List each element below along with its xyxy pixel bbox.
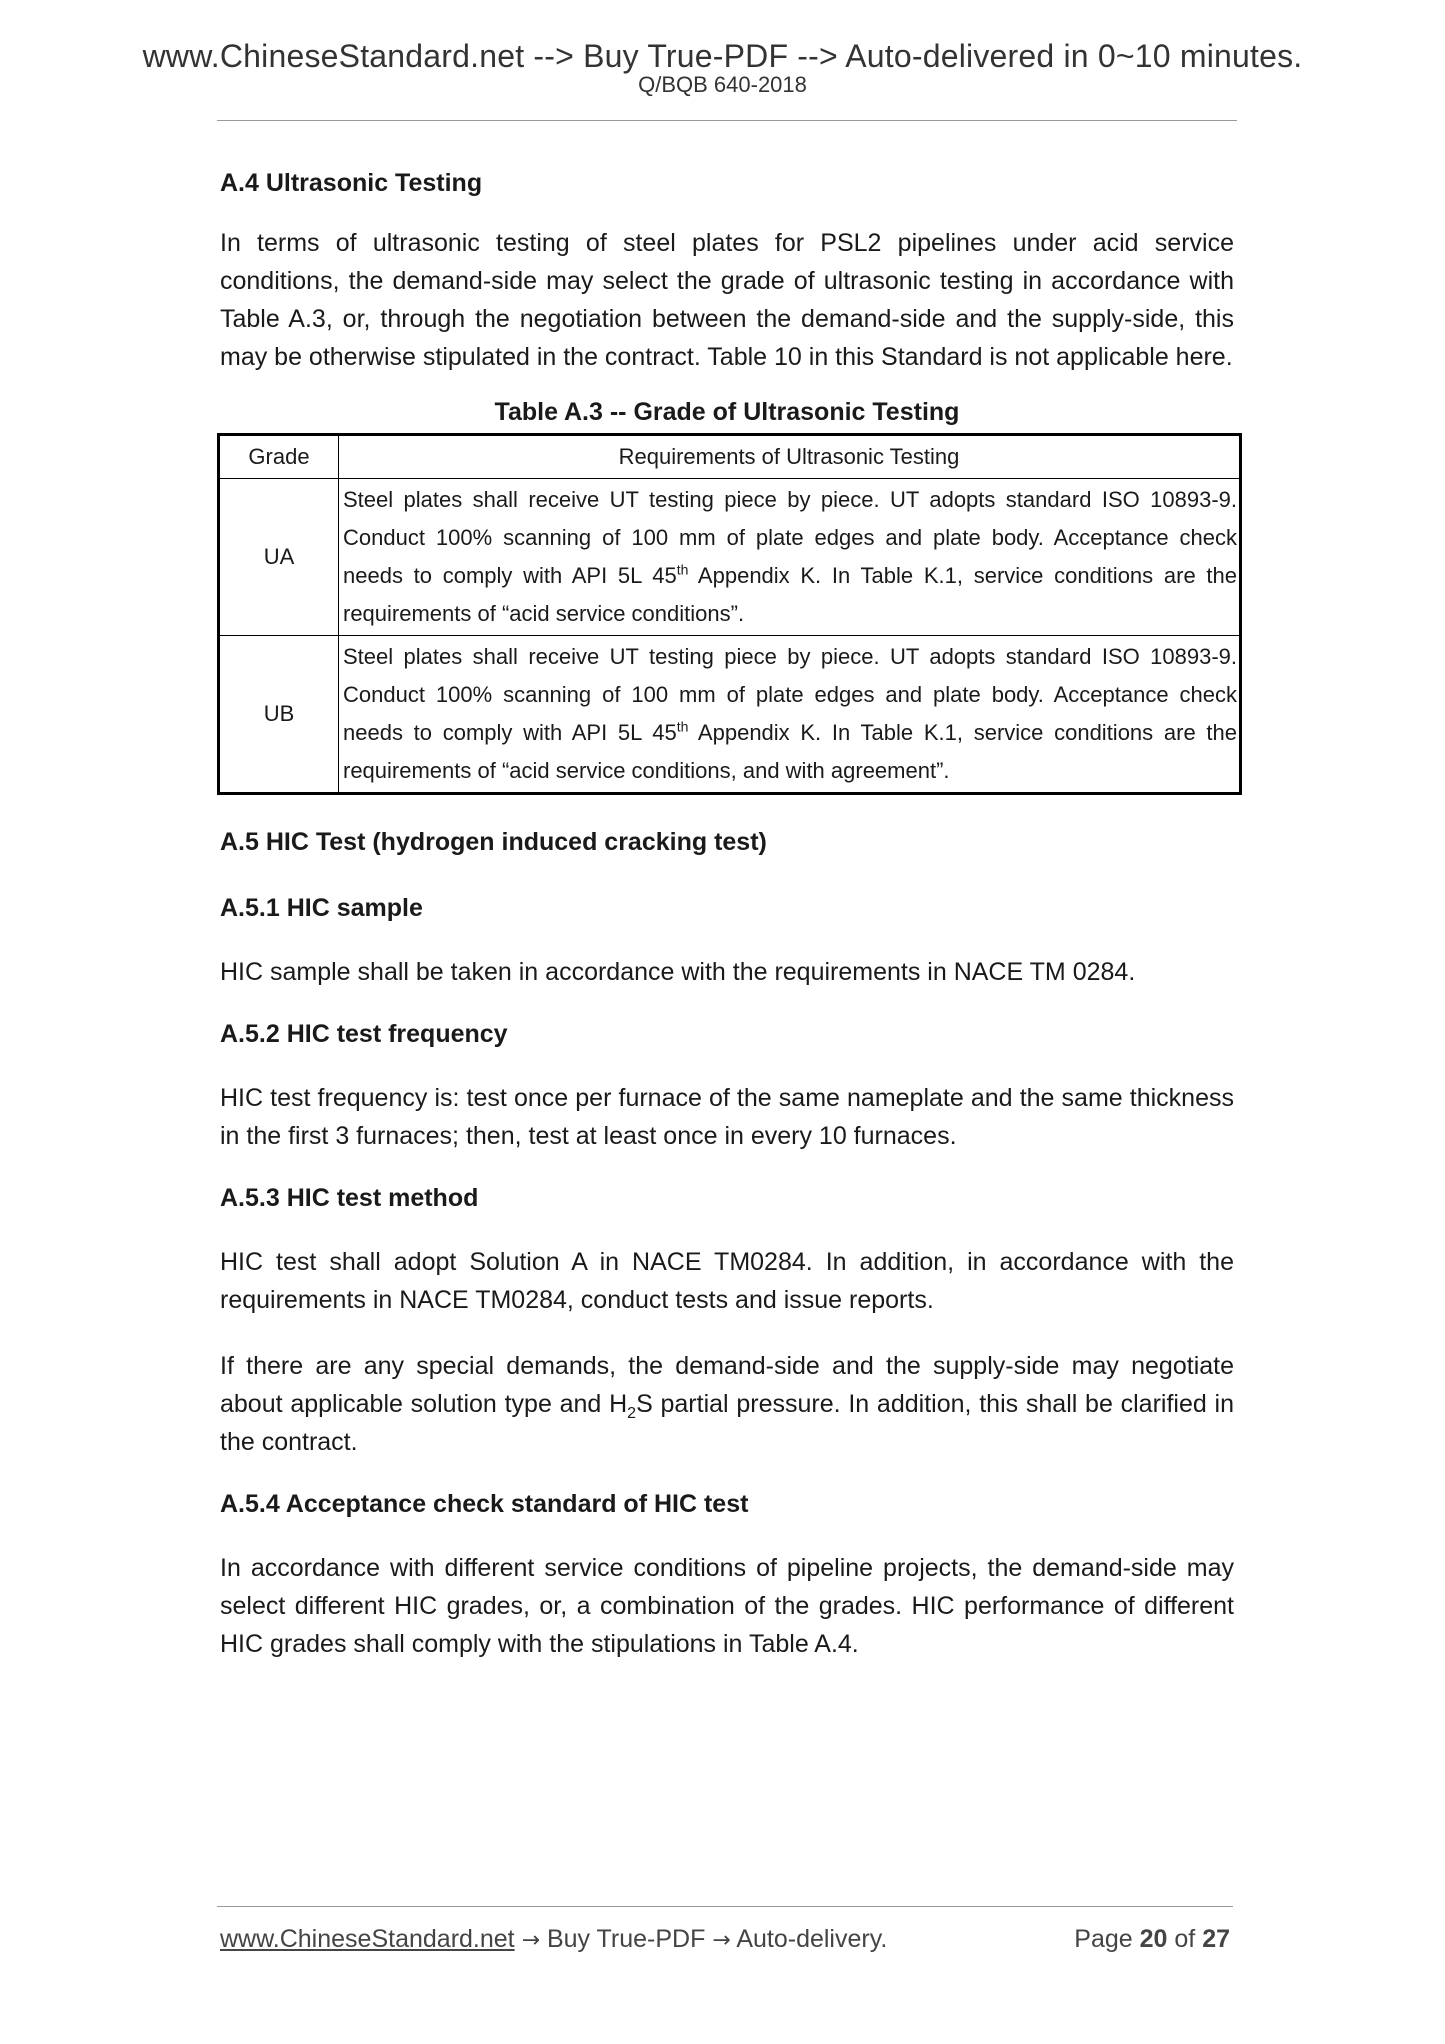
section-a53-heading: A.5.3 HIC test method bbox=[220, 1184, 479, 1212]
column-header-grade: Grade bbox=[219, 435, 339, 479]
section-a53-paragraph: HIC test shall adopt Solution A in NACE TM0284. In addition, in accordance with the requirements in NACE TM0284, conduct tests and issue reports. bbox=[220, 1248, 1234, 1314]
right-arrow-icon: → bbox=[712, 1928, 731, 1953]
footer-divider bbox=[217, 1906, 1233, 1907]
section-a5-heading: A.5 HIC Test (hydrogen induced cracking test) bbox=[220, 828, 767, 856]
table-a3-caption: Table A.3 -- Grade of Ultrasonic Testing bbox=[494, 398, 960, 426]
page-footer bbox=[220, 1925, 1234, 1959]
paragraph-text: If there are any special demands, the demand-side and the supply-side may negotiate about applicable solution type and H bbox=[220, 1352, 1234, 1418]
section-a52-heading: A.5.2 HIC test frequency bbox=[220, 1020, 508, 1048]
page-counter bbox=[1074, 1925, 1230, 1954]
header-divider bbox=[217, 120, 1237, 121]
section-a4-paragraph: In terms of ultrasonic testing of steel plates for PSL2 pipelines under acid service conditions, the demand-side may select the grade of ultrasonic testing in accordance with Table A.3, or, through the negotiation between the demand-side and the supply-side, this may be otherwise stipulated in the contract. Table 10 in this Standard is not applicable here. bbox=[220, 229, 1234, 371]
requirements-cell bbox=[339, 479, 1241, 636]
footer-links bbox=[220, 1925, 887, 1954]
grade-cell: UA bbox=[219, 479, 339, 636]
page-content bbox=[220, 168, 1237, 1663]
column-header-requirements: Requirements of Ultrasonic Testing bbox=[339, 435, 1241, 479]
section-a53-paragraph-2 bbox=[220, 1347, 1234, 1461]
current-page: 20 bbox=[1139, 1925, 1168, 1953]
footer-buy-text: Buy True-PDF bbox=[546, 1925, 706, 1953]
table-a3 bbox=[217, 433, 1242, 795]
section-a54-heading: A.5.4 Acceptance check standard of HIC test bbox=[220, 1490, 749, 1518]
requirements-text: Steel plates shall receive UT testing piece by piece. UT adopts standard ISO 10893-9. Conduct 100% scanning of 100 mm of plate edges and plate body. Acceptance check needs to comply with API 5L 45 bbox=[343, 487, 1237, 588]
right-arrow-icon: → bbox=[521, 1928, 541, 1953]
table-header-row bbox=[219, 435, 1241, 479]
requirements-text-end: Appendix K. In Table K.1, service conditions are the requirements of “acid service conditions”. bbox=[343, 563, 1237, 626]
ordinal-suffix: th bbox=[676, 561, 689, 578]
site-banner: www.ChineseStandard.net --> Buy True-PDF --> Auto-delivered in 0~10 minutes. bbox=[142, 38, 1303, 74]
ordinal-suffix: th bbox=[676, 718, 689, 735]
page-label: Page bbox=[1074, 1925, 1133, 1953]
footer-site-link[interactable]: www.ChineseStandard.net bbox=[220, 1925, 515, 1953]
total-pages: 27 bbox=[1202, 1925, 1230, 1953]
section-a54-paragraph: In accordance with different service conditions of pipeline projects, the demand-side may select different HIC grades, or, a combination of the grades. HIC performance of different HIC grades shall comply with the stipulations in Table A.4. bbox=[220, 1554, 1234, 1658]
subscript-two: 2 bbox=[627, 1405, 637, 1422]
paragraph-text-end: S partial pressure. In addition, this shall be clarified in the contract. bbox=[220, 1390, 1234, 1456]
grade-cell: UB bbox=[219, 636, 339, 794]
section-a4-heading: A.4 Ultrasonic Testing bbox=[220, 169, 483, 197]
requirements-text-end: Appendix K. In Table K.1, service conditions are the requirements of “acid service conditions, and with agreement”. bbox=[343, 720, 1237, 783]
requirements-cell bbox=[339, 636, 1241, 794]
footer-delivery-text: Auto-delivery. bbox=[736, 1925, 888, 1953]
requirements-text: Steel plates shall receive UT testing piece by piece. UT adopts standard ISO 10893-9. Conduct 100% scanning of 100 mm of plate edges and plate body. Acceptance check needs to comply with API 5L 45 bbox=[343, 644, 1237, 745]
table-row bbox=[219, 636, 1241, 794]
section-a51-heading: A.5.1 HIC sample bbox=[220, 894, 423, 922]
section-a52-paragraph: HIC test frequency is: test once per furnace of the same nameplate and the same thickness in the first 3 furnaces; then, test at least once in every 10 furnaces. bbox=[220, 1084, 1234, 1150]
of-label: of bbox=[1174, 1925, 1196, 1953]
section-a51-paragraph: HIC sample shall be taken in accordance with the requirements in NACE TM 0284. bbox=[220, 958, 1136, 986]
document-number: Q/BQB 640-2018 bbox=[638, 72, 807, 97]
table-row bbox=[219, 479, 1241, 636]
